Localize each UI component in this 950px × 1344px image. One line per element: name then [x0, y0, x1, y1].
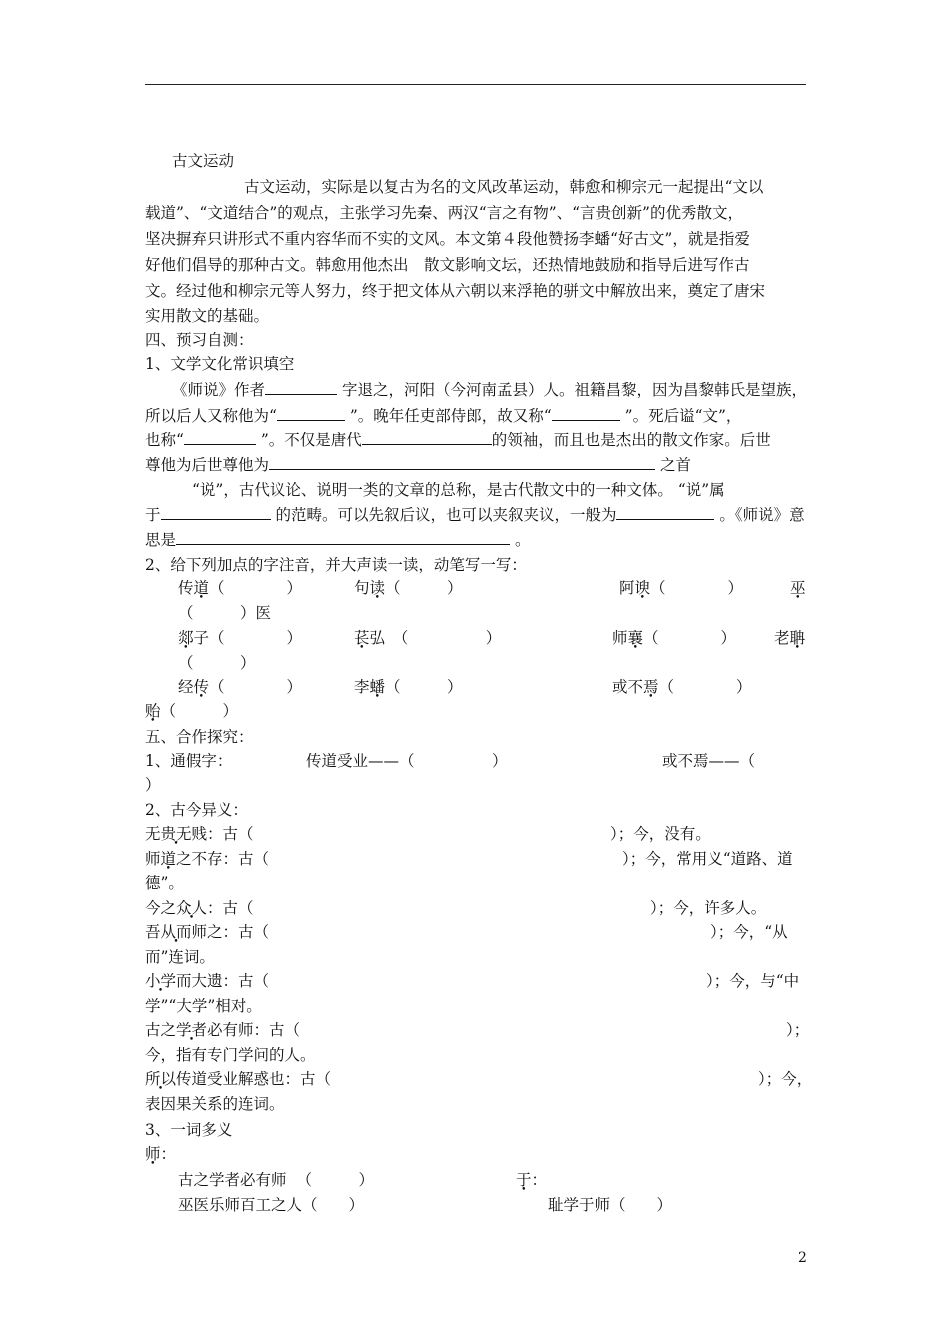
fill-line-2: [145, 406, 741, 426]
pinyin-item: 巫: [790, 579, 806, 597]
fill-text: 也称“: [145, 431, 184, 449]
gujin-item: 所以传道受业解惑也：古（: [145, 1070, 332, 1088]
gujin-cont: 今，指有专门学问的人。: [145, 1046, 316, 1064]
yiduo-item: 巫医乐师百工之人（ ）: [178, 1196, 365, 1214]
intro-line-5: 文。经过他和柳宗元等人努力，终于把文体从六朝以来浮艳的骈文中解放出来，奠定了唐宋: [145, 282, 766, 300]
fill-text: 《师说》作者: [172, 381, 266, 399]
yiduo-heading: 3、一词多义: [145, 1121, 233, 1139]
gujin-item: 师道之不存：古（: [145, 850, 270, 868]
header-rule: [145, 84, 806, 85]
gujin-tail: ）；今，许多人。: [650, 899, 767, 917]
gujin-tail: ）；今，与“中: [706, 972, 800, 990]
gujin-item: 今之众人：古（: [145, 899, 254, 917]
tongjia-item: 传道受业——（ ）: [306, 752, 508, 770]
fill-line-7: [145, 530, 530, 550]
section-title: 古文运动: [172, 152, 235, 170]
tongjia-close: ）: [145, 776, 161, 794]
gujin-item: 吾从而师之：古（: [145, 923, 270, 941]
q1-heading: 1、文学文化常识填空: [145, 355, 295, 373]
gujin-cont: 表因果关系的连词。: [145, 1095, 285, 1113]
intro-line-1: 古文运动，实际是以复古为名的文风改革运动，韩愈和柳宗元一起提出“文以: [244, 178, 764, 196]
shi-label: 师：: [145, 1145, 177, 1163]
yu-label: 于：: [516, 1171, 548, 1189]
pinyin-item: 老聃: [774, 629, 806, 647]
fill-text: 。: [510, 531, 531, 549]
pinyin-item: 苌弘 （ ）: [354, 629, 502, 647]
genre-blank[interactable]: [161, 505, 271, 520]
intro-line-4: 好他们倡导的那种古文。韩愈用他杰出 散文影响文坛，还热情地鼓励和指导后进写作古: [145, 256, 750, 274]
gujin-tail: ）；今，“从: [710, 923, 788, 941]
intro-line-6: 实用散文的基础。: [145, 307, 270, 325]
fill-text: 。《师说》意: [714, 506, 805, 524]
fill-text: ”。晚年任吏部侍郎，故又称“: [344, 407, 552, 425]
pinyin-item: 传道（ ）: [178, 579, 303, 597]
pinyin-item: （ ）: [178, 654, 256, 672]
fill-text: 所以后人又称他为“: [145, 407, 277, 425]
pinyin-item: 或不焉（ ）: [612, 678, 752, 696]
author-blank[interactable]: [265, 380, 337, 395]
gujin-tail: ）；: [786, 1021, 810, 1039]
fill-text: 尊他为后世尊他为: [145, 456, 270, 474]
pinyin-item: 经传（ ）: [178, 678, 303, 696]
title-blank[interactable]: [269, 455, 655, 470]
pinyin-item: 句读（ ）: [354, 579, 463, 597]
gujin-cont: 德”。: [145, 874, 184, 892]
section-5-heading: 五、合作探究：: [145, 728, 254, 746]
q2-heading: 2、给下列加点的字注音，并大声读一读，动笔写一写：: [145, 556, 527, 574]
fill-text: 的领袖，而且也是杰出的散文作家。后世: [491, 431, 771, 449]
gujin-item: 小学而大遗：古（: [145, 972, 270, 990]
fill-text: 于: [145, 506, 161, 524]
fill-text: ”。不仅是唐代: [255, 431, 362, 449]
fill-line-5: “说”，古代议论、说明一类的文章的总称，是古代散文中的一种文体。 “说”属: [192, 481, 725, 499]
gujin-cont: 学”“大学”相对。: [145, 997, 262, 1015]
movement-blank[interactable]: [362, 430, 492, 445]
yiduo-item: 古之学者必有师 （ ）: [178, 1171, 375, 1189]
fill-text: 之首: [655, 456, 691, 474]
pinyin-item: （ ）医: [178, 604, 272, 622]
fill-text: 思是: [145, 531, 177, 549]
yiduo-item: 耻学于师（ ）: [548, 1196, 673, 1214]
pinyin-item: 李蟠（ ）: [354, 678, 463, 696]
fill-line-6: [145, 505, 805, 525]
section-4-heading: 四、预习自测：: [145, 331, 254, 349]
fill-line-3: [145, 430, 771, 450]
tongjia-label: 1、通假字：: [145, 752, 233, 770]
fill-text: 的范畴。可以先叙后议，也可以夹叙夹议，一般为: [270, 506, 617, 524]
name-blank-2[interactable]: [552, 406, 620, 421]
gujin-tail: ）；今，: [758, 1070, 813, 1088]
gujin-tail: ）；今，常用义“道路、道: [622, 850, 793, 868]
intro-line-2: 载道”、“文道结合”的观点，主张学习先秦、两汉“言之有物”、“言贵创新”的优秀散文，: [145, 204, 743, 222]
fill-text: ”。死后谥“文”，: [619, 407, 742, 425]
gujin-cont: 而”连词。: [145, 948, 215, 966]
fill-text: 字退之，河阳（今河南孟县）人。祖籍昌黎，因为昌黎韩氏是望族，: [337, 381, 807, 399]
type-blank[interactable]: [616, 505, 714, 520]
fill-line-4: [145, 455, 691, 475]
gujin-item: 无贵无贱：古（: [145, 825, 254, 843]
name-blank-1[interactable]: [277, 406, 345, 421]
meaning-blank[interactable]: [176, 530, 510, 545]
pinyin-item: 贻（ ）: [145, 702, 239, 720]
gujin-item: 古之学者必有师：古（: [145, 1021, 301, 1039]
tongjia-item: 或不焉——（: [662, 752, 756, 770]
gujin-tail: ）；今，没有。: [610, 825, 711, 843]
name-blank-3[interactable]: [184, 430, 256, 445]
fill-line-1: [172, 380, 807, 400]
pinyin-item: 郯子（ ）: [178, 629, 303, 647]
pinyin-item: 师襄（ ）: [612, 629, 737, 647]
page-number: 2: [798, 1250, 807, 1266]
pinyin-item: 阿谀（ ）: [619, 579, 744, 597]
gujin-heading: 2、古今异义：: [145, 801, 248, 819]
intro-line-3: 坚决摒弃只讲形式不重内容华而不实的文风。本文第４段他赞扬李蟠“好古文”，就是指爱: [145, 230, 750, 248]
